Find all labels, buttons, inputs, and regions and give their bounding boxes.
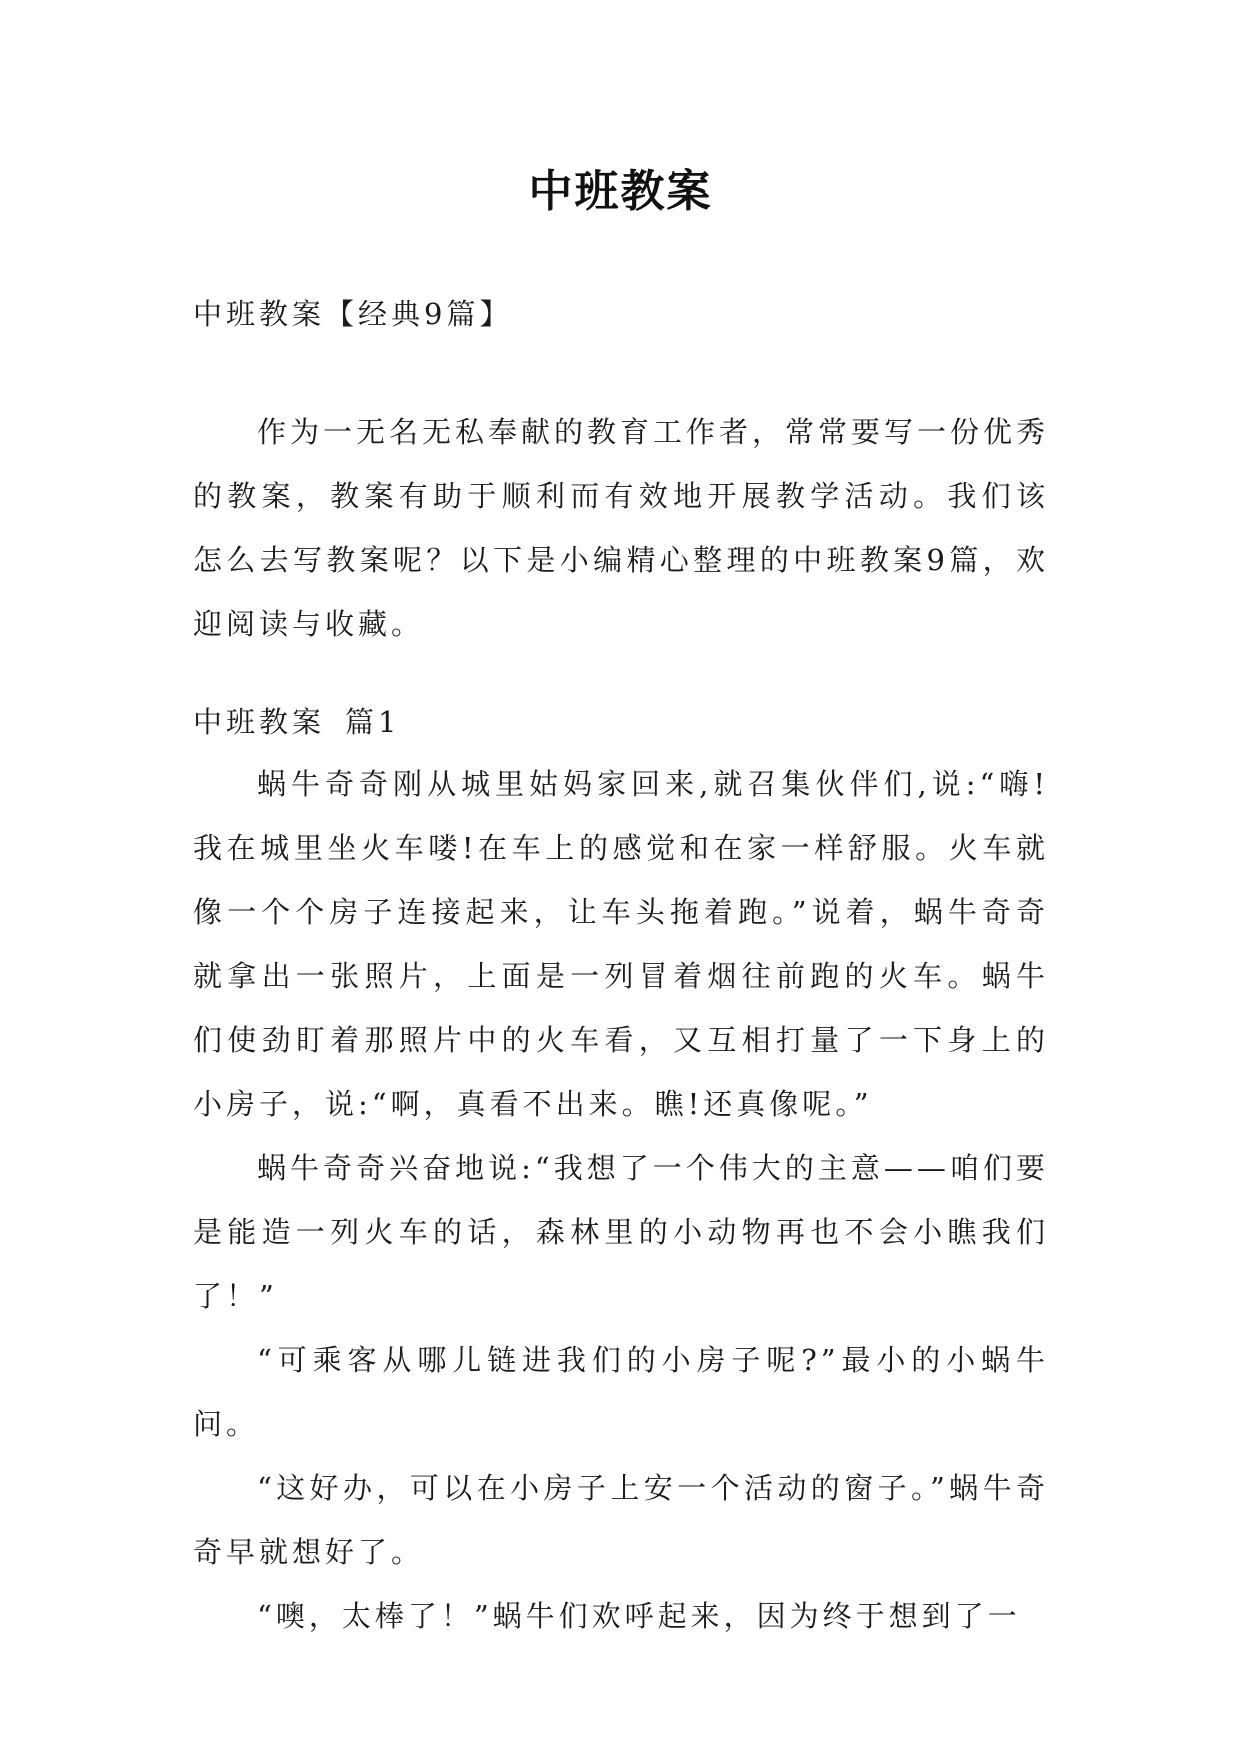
story-paragraph: “这好办，可以在小房子上安一个活动的窗子。”蜗牛奇奇早就想好了。 (193, 1471, 1049, 1569)
story-paragraph: 蜗牛奇奇兴奋地说:“我想了一个伟大的主意——咱们要是能造一列火车的话，森林里的小动物再也不会小瞧我们了！” (193, 1151, 1049, 1313)
section-heading-part: 篇1 (345, 705, 401, 739)
document-subtitle: 中班教案【经典9篇】 (193, 297, 513, 331)
story-body (193, 752, 1049, 1648)
intro-paragraph: 作为一无名无私奉献的教育工作者，常常要写一份优秀的教案，教案有助于顺利而有效地开展教学活动。我们该怎么去写教案呢？以下是小编精心整理的中班教案9篇，欢迎阅读与收藏。 (193, 415, 1050, 641)
document-title: 中班教案 (528, 166, 713, 217)
section-heading-main: 中班教案 (193, 705, 326, 739)
story-paragraph: 蜗牛奇奇刚从城里姑妈家回来,就召集伙伴们,说:“嗨!我在城里坐火车喽!在车上的感觉和在家一样舒服。火车就像一个个房子连接起来，让车头拖着跑。”说着，蜗牛奇奇就拿出一张照片，上面是一列冒着烟往前跑的火车。蜗牛们使劲盯着那照片中的火车看，又互相打量了一下身上的小房子，说:“啊，真看不出来。瞧!还真像呢。” (193, 767, 1049, 1121)
section-heading (193, 700, 400, 741)
story-paragraph: “可乘客从哪儿链进我们的小房子呢?”最小的小蜗牛问。 (193, 1343, 1049, 1441)
intro-section (193, 400, 1049, 656)
story-paragraph: “噢，太棒了！”蜗牛们欢呼起来，因为终于想到了一 (257, 1599, 1021, 1633)
